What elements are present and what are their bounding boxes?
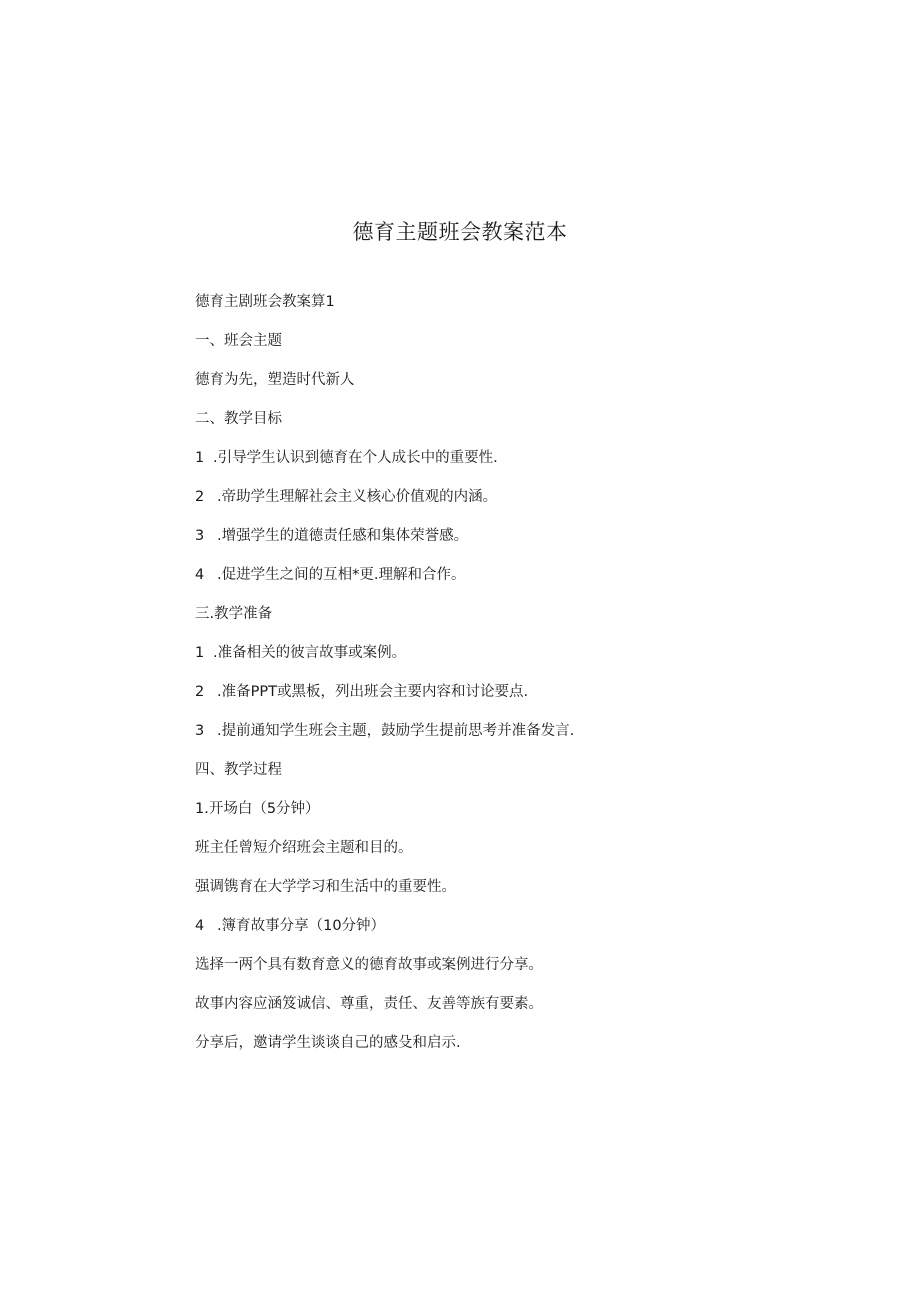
list-number: 2 [195, 684, 205, 700]
line-text: .准备相关的彼言故事或案例。 [213, 645, 407, 661]
list-item [195, 445, 835, 484]
paragraph [195, 367, 835, 406]
list-number: 3 [195, 528, 205, 544]
line-text: .簿育故事分享（10分钟） [217, 918, 386, 934]
line-text: .准备PPT或黑板，列出班会主要内容和讨论要点. [217, 684, 529, 700]
list-item [195, 562, 835, 601]
list-number: 1 [195, 450, 205, 466]
paragraph [195, 874, 835, 913]
line-text: .引导学生认识到德育在个人成长中的重要性. [213, 450, 498, 466]
section-heading-process [195, 757, 835, 796]
list-number: 4 [195, 918, 205, 934]
line-text: 选择一两个具有数育意义的德育故事或案例进行分享。 [195, 957, 543, 973]
list-number: 2 [195, 489, 205, 505]
list-number: 3 [195, 723, 205, 739]
lesson-plan-heading [195, 289, 835, 328]
list-item [195, 718, 835, 757]
paragraph [195, 952, 835, 991]
line-text: 故事内容应涵笈诚信、尊重，责任、友善等族有要素。 [195, 996, 543, 1012]
list-number: 4 [195, 567, 205, 583]
line-text: 德育为先，塑造时代新人 [195, 372, 355, 388]
line-text: 班主任曾短介绍班会主题和目的。 [195, 840, 413, 856]
paragraph [195, 835, 835, 874]
paragraph [195, 1030, 835, 1069]
list-item [195, 679, 835, 718]
document-body [195, 289, 835, 1069]
line-text: 强调镌育在大学学习和生活中的重要性。 [195, 879, 456, 895]
list-number: 1 [195, 645, 205, 661]
line-text: 三.教学准备 [195, 606, 273, 622]
section-heading-goals [195, 406, 835, 445]
line-text: .提前通知学生班会主题，鼓励学生提前思考并准备发言. [217, 723, 575, 739]
line-text: 德育主剧班会教案算1 [195, 294, 335, 310]
subsection-heading [195, 913, 835, 952]
list-item [195, 484, 835, 523]
line-text: 一、班会主题 [195, 333, 282, 349]
line-text: 四、教学过程 [195, 762, 282, 778]
list-item [195, 640, 835, 679]
document-title: 德育主题班会教案范本 [352, 220, 568, 244]
line-text: .帝助学生理解社会主义核心价值观的内涵。 [217, 489, 498, 505]
paragraph [195, 991, 835, 1030]
section-heading-preparation [195, 601, 835, 640]
line-text: 二、教学目标 [195, 411, 282, 427]
list-item [195, 523, 835, 562]
line-text: 分享后，邀请学生谈谈自己的感殳和启示. [195, 1035, 461, 1051]
subsection-heading [195, 796, 835, 835]
line-text: .促进学生之间的互相*更.理解和合作。 [217, 567, 466, 583]
section-heading-theme [195, 328, 835, 367]
line-text: .增强学生的道德责任感和集体荣誉感。 [217, 528, 469, 544]
line-text: 1.开场白（5分钟） [195, 801, 320, 817]
